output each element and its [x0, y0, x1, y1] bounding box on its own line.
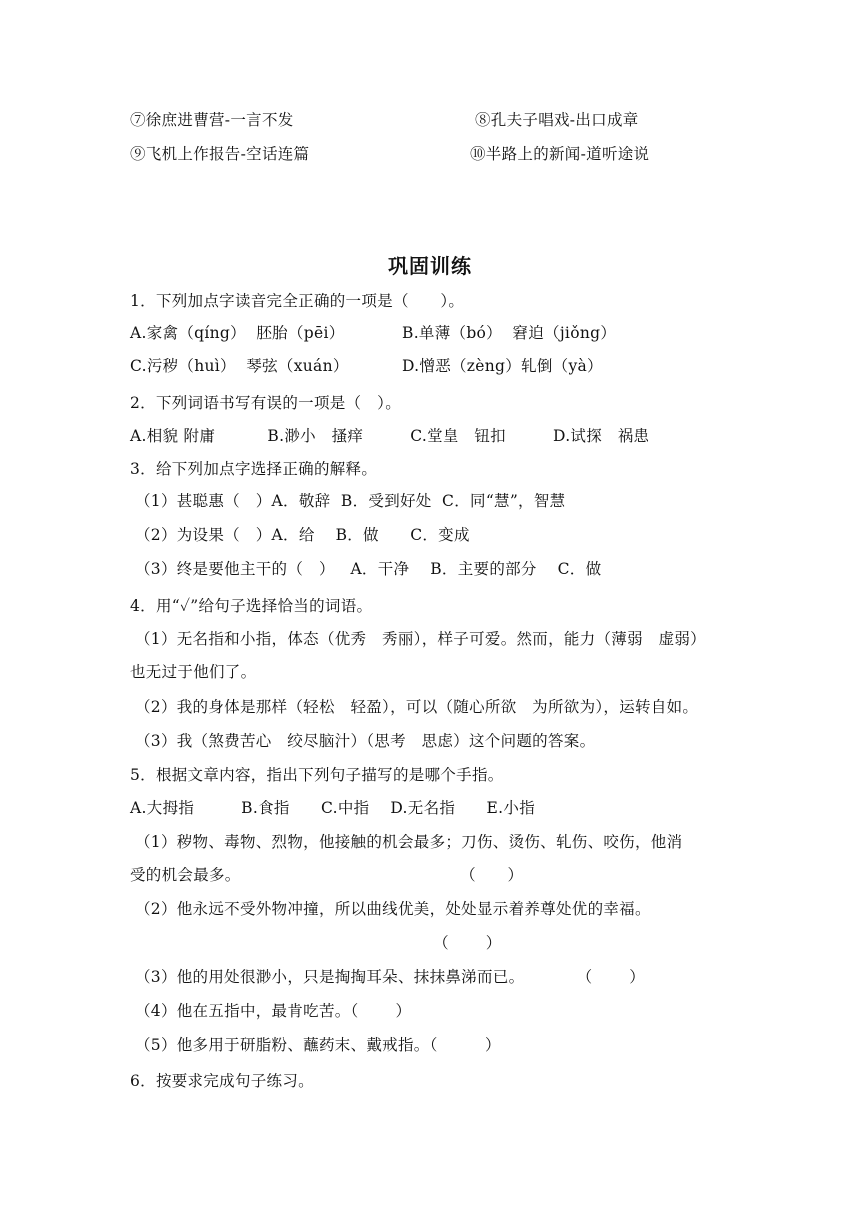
q1-option-b: B.单薄（bó） 窘迫（jiǒng）: [402, 324, 617, 342]
q5-item-2-blank: （ ）: [130, 934, 502, 952]
idiom-8: ⑧孔夫子唱戏-出口成章: [475, 111, 639, 129]
q4-stem: 4．用“✓”给句子选择恰当的词语。: [130, 597, 373, 615]
q3-item-1: （1）甚聪惠（ ）A．敬辞 B．受到好处 C．同“慧”，智慧: [135, 492, 566, 510]
q4-item-1-cont: 也无过于他们了。: [130, 663, 257, 681]
q5-stem: 5．根据文章内容，指出下列句子描写的是哪个手指。: [130, 766, 504, 784]
idiom-9: ⑨飞机上作报告-空话连篇: [130, 145, 310, 163]
q4-item-3: （3）我（煞费苦心 绞尽脑汁）（思考 思虑）这个问题的答案。: [135, 732, 596, 750]
q5-options: A.大拇指 B.食指 C.中指 D.无名指 E.小指: [130, 799, 535, 817]
q5-item-3: （3）他的用处很渺小，只是掏掏耳朵、抹抹鼻涕而已。 （ ）: [135, 968, 646, 986]
q5-item-5: （5）他多用于研脂粉、蘸药末、戴戒指。（ ）: [135, 1036, 501, 1054]
q5-item-1: （1）秽物、毒物、烈物，他接触的机会最多；刀伤、烫伤、轧伤、咬伤，他消: [135, 833, 683, 851]
q6-stem: 6．按要求完成句子练习。: [130, 1072, 314, 1090]
section-title: 巩固训练: [388, 254, 472, 278]
q2-stem: 2．下列词语书写有误的一项是（ ）。: [130, 394, 402, 412]
q1-option-d: D.憎恶（zèng）轧倒（yà）: [402, 357, 603, 375]
q1-option-a: A.家禽（qíng） 胚胎（pēi）: [130, 324, 345, 342]
q2-options: A.相貌 附庸 B.渺小 搔痒 C.堂皇 钮扣 D.试探 祸患: [130, 427, 650, 445]
q3-item-2: （2）为设果（ ）A．给 B．做 C．变成: [135, 526, 470, 544]
q1-stem: 1．下列加点字读音完全正确的一项是（ ）。: [130, 292, 465, 310]
q1-option-c: C.污秽（huì） 琴弦（xuán）: [130, 357, 349, 375]
q5-item-4: （4）他在五指中，最肯吃苦。（ ）: [135, 1002, 412, 1020]
q5-item-1-cont: 受的机会最多。 （ ）: [130, 866, 524, 884]
idiom-10: ⑩半路上的新闻-道听途说: [470, 145, 650, 163]
idiom-7: ⑦徐庶进曹营-一言不发: [130, 111, 294, 129]
q4-item-1: （1）无名指和小指，体态（优秀 秀丽），样子可爱。然而，能力（薄弱 虚弱）: [135, 630, 706, 648]
q5-item-2: （2）他永远不受外物冲撞，所以曲线优美，处处显示着养尊处优的幸福。: [135, 900, 651, 918]
q3-item-3: （3）终是要他主干的（ ） A．干净 B．主要的部分 C．做: [135, 560, 602, 578]
q4-item-2: （2）我的身体是那样（轻松 轻盈），可以（随心所欲 为所欲为），运转自如。: [135, 698, 699, 716]
q3-stem: 3．给下列加点字选择正确的解释。: [130, 460, 378, 478]
